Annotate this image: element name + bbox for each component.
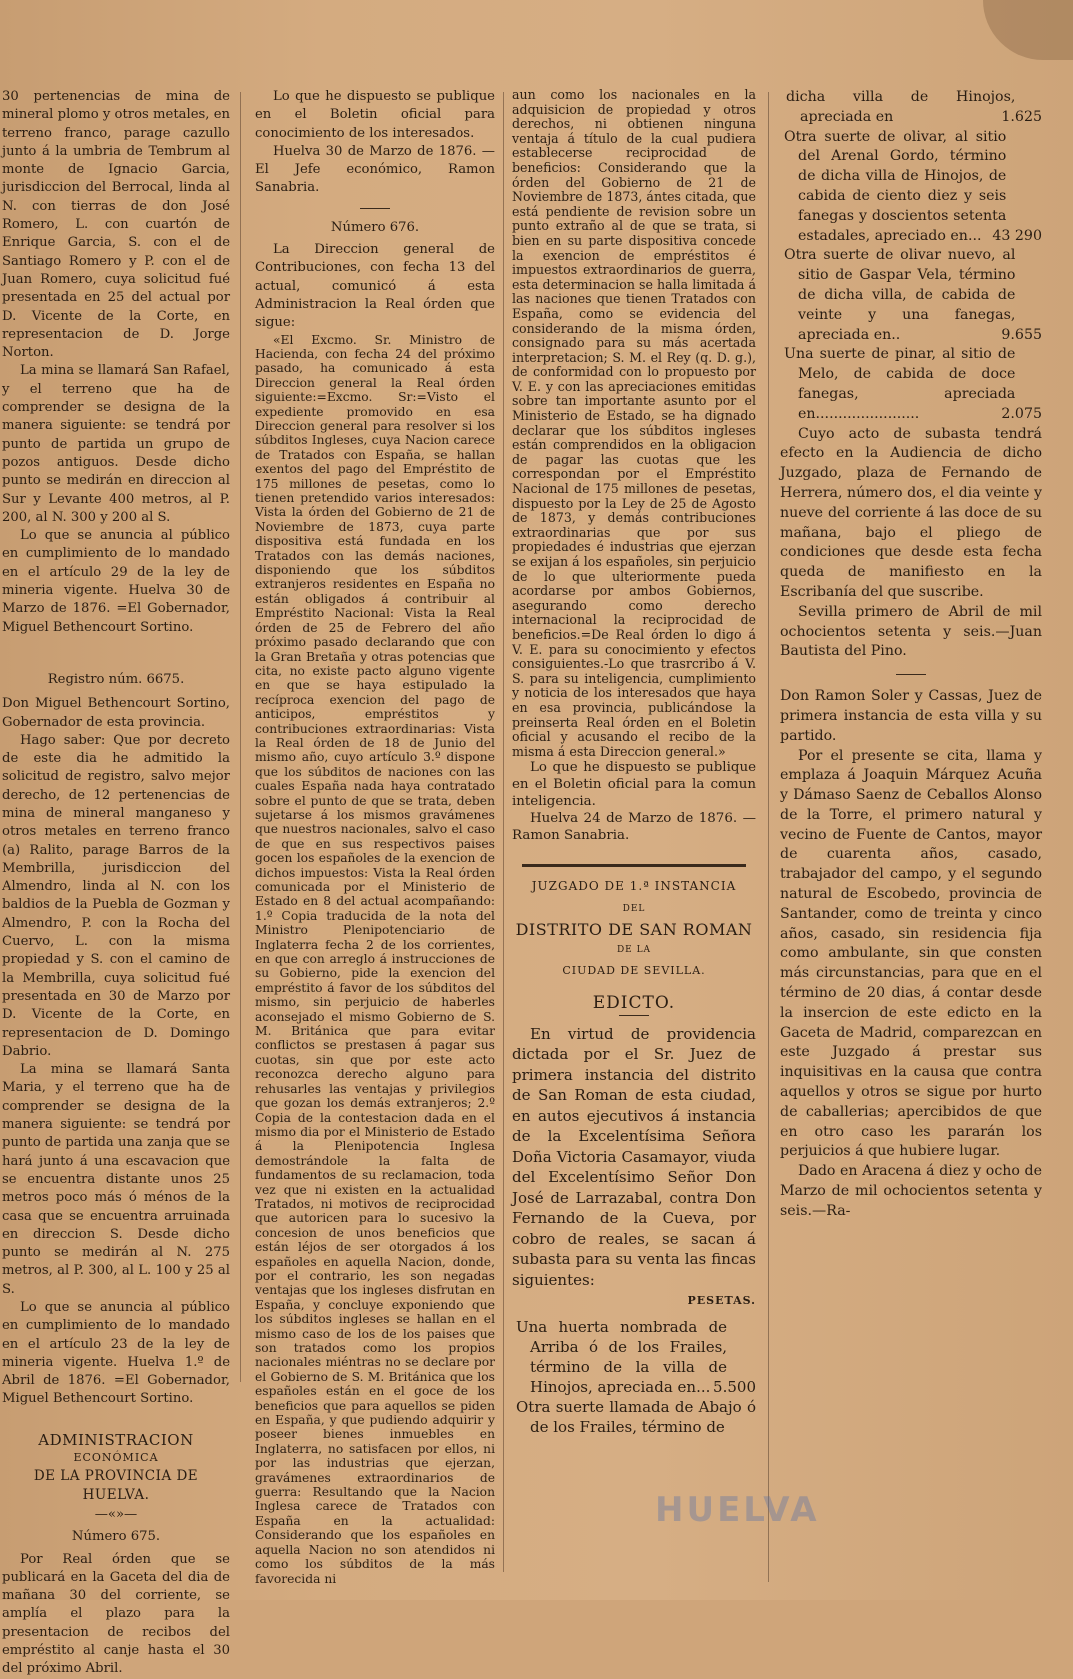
paragraph: Lo que se anuncia al público en cumplimiento de lo mandado en el artículo 23 de la ley de mineria vigente. Huelva 1.º de Abril de 1876. =El Gobernador, Miguel Bethencourt Sortino. xyxy=(2,1300,230,1407)
paragraph: La Direccion general de Contribuciones, con fecha 13 del actual, comunicó á esta Administracion la Real órden que sigue: xyxy=(255,242,495,331)
paragraph: Por el presente se cita, llama y emplaza á Joaquin Márquez Acuña y Dámaso Saenz de Ceballos Alonso de la Torre, el primero natural y vecino de Fuente de Cantos, mayor de cuarenta años, casado, trabajador del campo, y el segundo natural de Escobedo, provincia de Santander, como de treinta y cinco años, casado, sin residencia fija como ambulante, sin que consten más circunstancias, para que en el término de 20 dias, á contar desde la insercion de este edicto en la Gaceta de Madrid, comparezcan en este Juzgado á prestar sus inquisitivas en la causa que contra aquellos y otros se sigue por hurto de caballerias; apercibidos de que en otro caso les pararán los perjuicios á que hubiere lugar. xyxy=(780,747,1042,1160)
column-1 xyxy=(2,88,230,1679)
paragraph: 30 pertenencias de mina de mineral plomo y otros metales, en terreno franco, parage cazullo junto á la umbria de Tembrum al monte de Ignacio Garcia, jurisdiccion del Berrocal, linda al N. con tierras de don José Romero, L. con cuartón de Enrique Garcia, S. con el de Santiago Romero y P. con el de Juan Romero, cuya solicitud fué presentada en 25 del actual por D. Vicente de la Corte, en representacion de D. Jorge Norton. xyxy=(2,89,230,361)
court-heading: DEL xyxy=(622,903,646,914)
lot-amount: 43 290 xyxy=(992,227,1042,244)
court-heading: DE LA xyxy=(616,945,652,956)
column-rule xyxy=(240,92,241,1382)
column-2 xyxy=(255,88,495,1586)
ornament-separator: —«»— xyxy=(94,1506,138,1522)
paragraph: Hago saber: Que por decreto de este dia he admitido la solicitud de registro, salvo mejor derecho, de 12 pertenencias de mina de mineral manganeso y otros metales en terreno franco (a) Ralito, parage Barros de la Membrilla, jurisdiccion del Almendro, linda al N. con los baldios de la Puebla de Gozman y Almendro, P. con la Rocha del Cuervo, L. con la misma propiedad y S. con el camino de la Membrilla, cuya solicitud fué presentada en 30 de Marzo por D. Vicente de la Corte, en representacion de D. Domingo Dabrio. xyxy=(2,732,230,1059)
paragraph: Lo que se anuncia al público en cumplimiento de lo mandado en el artículo 29 de la ley de mineria vigente. Huelva 30 de Marzo de 1876. =El Gobernador, Miguel Bethencourt Sortino. xyxy=(2,528,230,635)
auction-lot xyxy=(780,345,1042,424)
column-rule xyxy=(768,92,769,1582)
paragraph: En virtud de providencia dictada por el Sr. Juez de primera instancia del distrito de San Roman de esta ciudad, en autos ejecutivos á instancia de la Excelentísima Señora Doña Victoria Casamayor, viuda del Excelentísimo Señor Don José de Larrazabal, contra Don Fernando de la Cueva, por cobro de reales, se sacan á subasta para su venta las fincas siguientes: xyxy=(512,1024,756,1289)
auction-lot xyxy=(780,246,1042,345)
paragraph: Dado en Aracena á diez y ocho de Marzo de mil ochocientos setenta y seis.—Ra- xyxy=(780,1163,1042,1219)
paragraph: La mina se llamará San Rafael, y el terreno que ha de comprender se designa de la manera siguiente: se tendrá por punto de partida un grupo de pozos antiguos. Desde dicho punto se medirán en direccion al Sur y Levante 400 metros, al P. 200, al N. 300 y 200 al S. xyxy=(2,363,230,525)
registro-heading: Registro núm. 6675. xyxy=(47,671,185,687)
lot-amount: 2.075 xyxy=(1001,405,1042,422)
paragraph: Cuyo acto de subasta tendrá efecto en la Audiencia de dicho Juzgado, plaza de Fernando de Herrera, número dos, el dia veinte y nueve del corriente á las doce de su mañana, bajo el pliego de condiciones que desde esta fecha queda de manifiesto en la Escribanía del que suscribe. xyxy=(780,425,1042,600)
paragraph: Lo que he dispuesto se publique en el Boletin oficial para conocimiento de los interesados. xyxy=(255,89,495,141)
divider xyxy=(619,1015,649,1016)
section-subtitle: ECONÓMICA xyxy=(73,1451,159,1465)
paragraph: Por Real órden que se publicará en la Gaceta del dia de mañana 30 del corriente, se amplía el plazo para la presentacion de recibos del empréstito al canje hasta el 30 del próximo Abril. xyxy=(2,1551,230,1677)
lot-description: Otra suerte llamada de Abajo ó de los Frailes, término de xyxy=(516,1397,756,1436)
section-divider xyxy=(522,864,746,867)
lot-description: Otra suerte de olivar nuevo, al sitio de Gaspar Vela, término de dicha villa, de cabida de veinte y una fanegas, apreciada en.. xyxy=(784,247,1016,343)
lot-description: Otra suerte de olivar, al sitio del Arenal Gordo, término de dicha villa de Hinojos, de cabida de ciento diez y seis fanegas y doscientos setenta estadales, apreciado en... xyxy=(784,128,1007,244)
paragraph: Huelva 30 de Marzo de 1876. —El Jefe económico, Ramon Sanabria. xyxy=(255,143,495,196)
section-title: ADMINISTRACION xyxy=(38,1430,194,1449)
paragraph: «El Excmo. Sr. Ministro de Hacienda, con fecha 24 del próximo pasado, ha comunicado á esta Direccion general la Real órden siguiente:=Excmo. Sr:=Visto el expediente promovido en esa Direccion general para resolver si los súbditos Ingleses, cuya Nacion carece de Tratados con España, se hallan exentos del pago del Empréstito de 175 millones de pesetas, como lo tienen pretendido varios interesados: Vista la órden del Gobierno de 21 de Noviembre de 1873, cuya parte dispositiva está fundada en los Tratados con las demás naciones, disponiendo que los súbditos extranjeros residentes en España no están obligados á contribuir al Empréstito Nacional: Vista la Real órden de 25 de Febrero del año próximo pasado declarando que con la Gran Bretaña y otras potencias que cita, no existe pacto alguno vigente en que se haya estipulado la recíproca exencion del pago de anticipos, empréstitos y contribuciones extraordinarias: Vista la Real órden de 18 de Junio del mismo año, cuyo artículo 3.º dispone que los súbditos de naciones con las cuales España nada haya contratado sobre el punto de que se trata, deben sujetarse á los mismos gravámenes que nuestros nacionales, salvo el caso de que en sus respectivos paises gocen los españoles de la exencion de dichos impuestos: Vista la Real órden comunicada por el Ministerio de Estado en 8 del actual acompañando: 1.º Copia traducida de la nota del Ministro Plenipotenciario de Inglaterra fecha 2 de los corrientes, en que con arreglo á instrucciones de su Gobierno, pide la exencion del empréstito á favor de los súbditos del mismo, sin perjuicio de haberles aconsejado el mismo Gobierno de S. M. Británica que para evitar conflictos se prestasen á pagar sus cuotas, sin que por este acto reconozca derecho alguno para rehusarles las ventajas y privilegios que gozan los demás extranjeros; 2.º Copia de la contestacion dada en el mismo dia por el Ministerio de Estado á la Plenipotencia Inglesa demostrándole la falta de fundamentos de su reclamacion, toda vez que ni existen en la actualidad Tratados, ni motivos de reciprocidad que autoricen para lo sucesivo la concesion de unos beneficios que están léjos de ser otorgados á los españoles en aquella Nacion, donde, por el contrario, les son negadas ventajas que los ingleses disfrutan en España, y concluye exponiendo que los súbditos ingleses se hallan en el mismo caso de los de los paises que son tratados como los propios nacionales miéntras no se declare por el Gobierno de S. M. Británica que los españoles están en el goce de los beneficios que para aquellos se piden en España, y que pudiendo adquirir y poseer bienes inmuebles en Inglaterra, no satisfacen por ellos, ni por las industrias que ejerzan, gravámenes extraordinarios de guerra: Resultando que la Nacion Inglesa carece de Tratados con España en la actualidad: Considerando que los españoles en aquella Nacion no son atendidos ni como los súbditos de la más favorecida ni xyxy=(255,332,495,1586)
court-heading: JUZGADO DE 1.ª INSTANCIA xyxy=(531,879,737,894)
auction-lot xyxy=(780,88,1042,128)
paragraph: aun como los nacionales en la adquisicion de propiedad y otros derechos, ni obtienen ninguna ventaja á título de la cual pudiera establecerse reciprocidad de beneficios: Considerando que la órden del Gobierno de 21 de Noviembre de 1873, ántes citada, que está pendiente de revision sobre un punto extraño al de que se trata, si bien en su parte dispositiva concede la exencion de empréstitos é impuestos extraordinarios de guerra, esta determinacion se halla limitada á las naciones que tienen Tratados con España, como se evidencia del considerando de la misma órden, consignado para su más acertada interpretacion; S. M. el Rey (q. D. g.), de conformidad con lo propuesto por V. E. y con las apreciaciones emitidas sobre tan importante asunto por el Ministerio de Estado, se ha dignado declarar que los súbditos ingleses están comprendidos en la obligacion de pagar las cuotas que les correspondan por el Empréstito Nacional de 175 millones de pesetas, dispuesto por la Ley de 25 de Agosto de 1873, y demás contribuciones extraordinarias que por sus propiedades é industrias que ejerzan se exijan á los españoles, sin perjuicio de lo que ulteriormente pueda acordarse por ambos Gobiernos, asegurando como derecho internacional la reciprocidad de beneficios.=De Real órden lo digo á V. E. para su conocimiento y efectos consiguientes.-Lo que trasrcribo á V. S. para su inteligencia, cumplimiento y noticia de los interesados que haya en esa provincia, publicándose la preinserta Real órden en el Boletin oficial y acusando el recibo de la misma á esta Direccion general.» xyxy=(512,87,756,759)
court-heading: CIUDAD DE SEVILLA. xyxy=(562,963,706,977)
paragraph: Huelva 24 de Marzo de 1876. —Ramon Sanabria. xyxy=(512,811,756,844)
paragraph: Don Miguel Bethencourt Sortino, Gobernador de esta provincia. xyxy=(2,696,230,730)
lot-amount: 9.655 xyxy=(1001,326,1042,343)
archive-watermark: HUELVA xyxy=(655,1490,820,1530)
section-subtitle: DE LA PROVINCIA DE HUELVA. xyxy=(33,1468,199,1503)
auction-lot xyxy=(512,1317,756,1397)
court-heading: DISTRITO DE SAN ROMAN xyxy=(515,919,753,939)
lot-description: dicha villa de Hinojos, apreciada en xyxy=(786,89,1016,125)
paragraph: Sevilla primero de Abril de mil ochocientos setenta y seis.—Juan Bautista del Pino. xyxy=(780,603,1042,660)
column-4 xyxy=(780,88,1042,1222)
lot-amount: 1.625 xyxy=(1001,108,1042,125)
paragraph: Don Ramon Soler y Cassas, Juez de primera instancia de esta villa y su partido. xyxy=(780,688,1042,744)
number-heading: Número 675. xyxy=(71,1529,161,1545)
paragraph: Lo que he dispuesto se publique en el Boletin oficial para la comun inteligencia. xyxy=(512,760,756,810)
paragraph: La mina se llamará Santa Maria, y el terreno que ha de comprender se designa de la manera siguiente: se tendrá por punto de partida una zanja que se hará junto á una escavacion que se encuentra distante unos 25 metros poco más ó ménos de la casa que se encuentra arruinada en direccion S. Desde dicho punto se medirán al N. 275 metros, al P. 300, al L. 100 y 25 al S. xyxy=(2,1062,230,1297)
edicto-title: EDICTO. xyxy=(592,993,676,1014)
divider xyxy=(896,674,926,675)
paper-stain xyxy=(983,0,1073,60)
number-heading: Número 676. xyxy=(330,219,420,235)
column-rule xyxy=(503,92,504,1572)
divider xyxy=(360,208,390,209)
column-3 xyxy=(512,88,756,1437)
pesetas-label: PESETAS. xyxy=(687,1294,756,1308)
auction-lot xyxy=(780,128,1042,247)
lot-description: Una huerta nombrada de Arriba ó de los Frailes, término de la villa de Hinojos, apreciada en... xyxy=(516,1317,728,1396)
lot-amount: 5.500 xyxy=(713,1377,756,1396)
lot-description: Una suerte de pinar, al sitio de Melo, de cabida de doce fanegas, apreciada en....................... xyxy=(784,346,1016,422)
